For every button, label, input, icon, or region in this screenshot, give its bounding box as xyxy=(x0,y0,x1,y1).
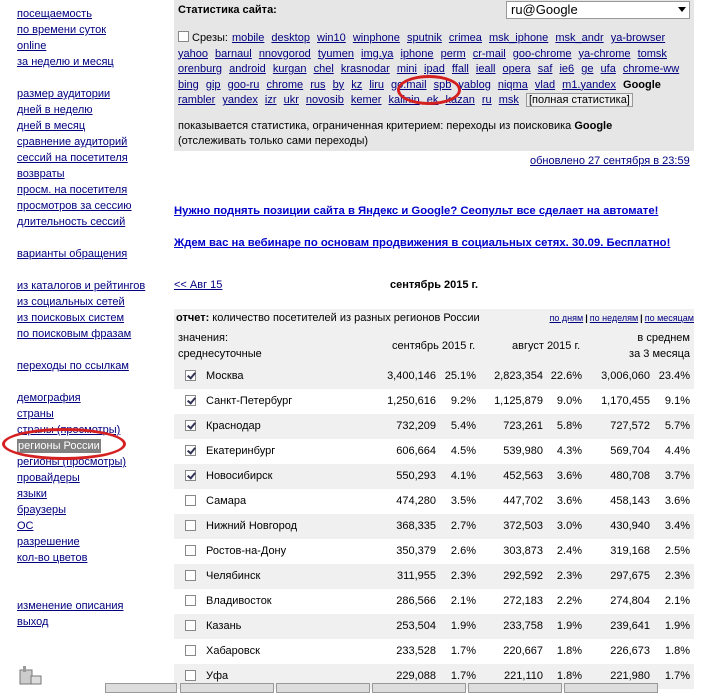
slice-link[interactable]: ru xyxy=(481,94,492,107)
cell-v3: 3,006,060 xyxy=(601,370,650,382)
cell-p1: 1.7% xyxy=(450,670,476,682)
bottom-bar-segment xyxy=(564,683,658,693)
table-row xyxy=(174,589,694,614)
cell-p2: 1.8% xyxy=(556,670,582,682)
nav-item-group2-1[interactable]: дней в неделю xyxy=(17,104,93,116)
table-row xyxy=(174,489,694,514)
cell-p3: 2.3% xyxy=(664,570,690,582)
period-links: по дням | по неделям | по месяцам xyxy=(549,313,694,323)
slice-link[interactable]: kemer xyxy=(350,94,382,107)
cell-p3: 2.1% xyxy=(664,595,690,607)
nav-item-group6-8[interactable]: ОС xyxy=(17,520,34,532)
counter-logo-icon xyxy=(17,664,43,686)
cell-v2: 447,702 xyxy=(503,495,543,507)
cell-p3: 3.4% xyxy=(664,520,690,532)
cell-p1: 4.5% xyxy=(450,445,476,457)
nav-item-group2-8[interactable]: длительность сессий xyxy=(17,216,126,228)
region-name: Новосибирск xyxy=(206,470,273,482)
region-checkbox[interactable] xyxy=(185,620,196,631)
region-checkbox[interactable] xyxy=(185,595,196,606)
nav-item-group3-0[interactable]: варианты обращения xyxy=(17,248,128,260)
cell-v2: 221,110 xyxy=(504,670,543,682)
slice-link[interactable]: yandex xyxy=(222,94,258,107)
slice-link[interactable]: mobile xyxy=(231,32,265,44)
slice-link[interactable]: spb xyxy=(433,78,452,91)
table-row xyxy=(174,364,694,389)
slice-link[interactable]: android xyxy=(229,63,266,76)
cell-p1: 2.1% xyxy=(450,595,476,607)
cell-p2: 1.8% xyxy=(556,645,582,657)
slice-link[interactable]: perm xyxy=(440,47,466,60)
slice-link[interactable]: barnaul xyxy=(215,47,252,60)
stats-panel xyxy=(174,0,694,151)
filter-note xyxy=(178,119,690,149)
cell-p1: 3.5% xyxy=(450,495,476,507)
region-name: Краснодар xyxy=(206,420,261,432)
cell-p1: 4.1% xyxy=(450,470,476,482)
column-header-august: август 2015 г. xyxy=(512,340,581,352)
report-table xyxy=(174,309,694,689)
cell-p3: 5.7% xyxy=(664,420,690,432)
nav-item-group6-10[interactable]: кол-во цветов xyxy=(17,552,88,564)
table-row xyxy=(174,514,694,539)
cell-p2: 3.0% xyxy=(556,520,582,532)
table-row xyxy=(174,414,694,439)
cell-v2: 372,503 xyxy=(503,520,543,532)
slice-link[interactable]: kz xyxy=(351,78,363,91)
nav-item-group1-1[interactable]: по времени суток xyxy=(17,24,107,36)
cell-v2: 452,563 xyxy=(503,470,543,482)
bottom-bar-segment xyxy=(372,683,466,693)
cell-p2: 2.3% xyxy=(556,570,582,582)
table-row xyxy=(174,389,694,414)
nav-item-group6-7[interactable]: браузеры xyxy=(17,504,66,516)
nav-item-group6-2[interactable]: страны (просмотры) xyxy=(17,424,121,436)
slice-link[interactable]: img.ya xyxy=(361,47,394,60)
region-checkbox[interactable] xyxy=(185,420,196,431)
table-row xyxy=(174,564,694,589)
nav-item-group1-3[interactable]: за неделю и месяц xyxy=(17,56,114,68)
region-checkbox[interactable] xyxy=(185,520,196,531)
cell-v2: 292,592 xyxy=(503,570,543,582)
cell-p3: 1.8% xyxy=(664,645,690,657)
slice-link[interactable]: kazan xyxy=(445,94,475,107)
nav-item-group2-3[interactable]: сравнение аудиторий xyxy=(17,136,128,148)
slice-link[interactable]: sputnik xyxy=(406,32,442,44)
slice-link[interactable]: liru xyxy=(369,78,384,91)
report-label: отчет: xyxy=(176,312,210,324)
slice-link[interactable]: tyumen xyxy=(317,47,354,60)
cell-v1: 732,209 xyxy=(396,420,436,432)
nav-item-group6-4[interactable]: регионы (просмотры) xyxy=(17,456,127,468)
slice-link[interactable]: ya-chrome xyxy=(578,47,631,60)
nav-item-group1-0[interactable]: посещаемость xyxy=(17,8,92,20)
cell-p2: 5.8% xyxy=(556,420,582,432)
nav-item-group6-6[interactable]: языки xyxy=(17,488,47,500)
region-name: Челябинск xyxy=(206,570,261,582)
cell-v3: 1,170,455 xyxy=(601,395,650,407)
region-name: Москва xyxy=(206,370,244,382)
filter-note-engine: Google xyxy=(574,120,613,132)
slice-link[interactable]: opera xyxy=(502,63,531,76)
slice-link[interactable]: go.mail xyxy=(391,78,427,91)
search-engine-value: ru@Google xyxy=(511,2,578,17)
cell-v1: 474,280 xyxy=(396,495,436,507)
slice-link[interactable]: Google xyxy=(623,78,661,91)
slice-link[interactable]: kurgan xyxy=(272,63,307,76)
cell-v3: 569,704 xyxy=(610,445,650,457)
slice-link[interactable]: chel xyxy=(313,63,334,76)
cell-v1: 606,664 xyxy=(396,445,436,457)
nav-item-group2-6[interactable]: просм. на посетителя xyxy=(17,184,128,196)
chevron-down-icon xyxy=(678,7,686,12)
slice-link[interactable]: goo-chrome xyxy=(512,47,572,60)
slice-link[interactable]: rus xyxy=(310,78,326,91)
cell-v1: 1,250,616 xyxy=(387,395,436,407)
cell-p2: 9.0% xyxy=(556,395,582,407)
stats-title: Статистика сайта: xyxy=(178,4,277,16)
slice-link[interactable]: ffall xyxy=(451,63,469,76)
cell-v1: 368,335 xyxy=(396,520,436,532)
slice-link[interactable]: winphone xyxy=(352,32,400,44)
cell-v3: 226,673 xyxy=(610,645,650,657)
slices-filter xyxy=(178,31,690,109)
slice-link[interactable]: ie6 xyxy=(559,63,575,76)
table-row xyxy=(174,539,694,564)
column-header-average xyxy=(614,331,690,361)
bottom-bar-segment xyxy=(468,683,562,693)
slice-link[interactable]: desktop xyxy=(271,32,310,44)
cell-v2: 233,758 xyxy=(503,620,543,632)
nav-item-group4-1[interactable]: из социальных сетей xyxy=(17,296,125,308)
region-checkbox[interactable] xyxy=(185,395,196,406)
cell-v1: 3,400,146 xyxy=(387,370,436,382)
cell-p3: 23.4% xyxy=(658,370,690,382)
cell-v1: 229,088 xyxy=(396,670,436,682)
nav-item-group6-5[interactable]: провайдеры xyxy=(17,472,80,484)
cell-p1: 1.9% xyxy=(450,620,476,632)
values-label-2: среднесуточные xyxy=(178,348,262,360)
slice-link[interactable]: ipad xyxy=(424,63,445,76)
cell-v2: 723,261 xyxy=(503,420,543,432)
slice-link[interactable]: crimea xyxy=(448,32,482,44)
cell-p3: 3.6% xyxy=(664,495,690,507)
region-checkbox[interactable] xyxy=(185,470,196,481)
current-month: сентябрь 2015 г. xyxy=(390,279,479,291)
bottom-bar-segment xyxy=(180,683,274,693)
region-name: Хабаровск xyxy=(206,645,260,657)
region-name: Санкт-Петербург xyxy=(206,395,293,407)
slice-link[interactable]: izr xyxy=(264,94,277,107)
region-checkbox[interactable] xyxy=(185,645,196,656)
slice-link[interactable]: yablog xyxy=(458,78,491,91)
slices-checkbox[interactable] xyxy=(178,31,189,42)
cell-p2: 4.3% xyxy=(556,445,582,457)
cell-p1: 2.3% xyxy=(450,570,476,582)
values-label-1: значения: xyxy=(178,332,229,344)
slice-link[interactable]: chrome-ww xyxy=(622,63,680,76)
prev-month-link[interactable]: << Авг 15 xyxy=(174,279,223,291)
cell-p2: 1.9% xyxy=(556,620,582,632)
cell-p3: 2.5% xyxy=(664,545,690,557)
filter-note-line2: (отслеживать только сами переходы) xyxy=(178,135,369,147)
cell-p1: 25.1% xyxy=(444,370,476,382)
cell-v3: 319,168 xyxy=(610,545,650,557)
slice-link[interactable]: bing xyxy=(178,78,199,91)
cell-v2: 303,873 xyxy=(503,545,543,557)
bottom-bar-segment xyxy=(105,683,177,693)
nav-item-group7-1[interactable]: выход xyxy=(17,616,49,628)
region-checkbox[interactable] xyxy=(185,495,196,506)
cell-v3: 458,143 xyxy=(610,495,650,507)
nav-item-group2-7[interactable]: просмотров за сессию xyxy=(17,200,132,212)
cell-p3: 1.9% xyxy=(664,620,690,632)
slice-link[interactable]: msk_andr xyxy=(555,32,604,44)
cell-v2: 272,183 xyxy=(503,595,543,607)
nav-item-group4-2[interactable]: из поисковых систем xyxy=(17,312,125,324)
region-name: Ростов-на-Дону xyxy=(206,545,287,557)
column-header-average-1: в среднем xyxy=(637,332,690,344)
full-stats-link[interactable]: [полная статистика] xyxy=(526,93,633,107)
cell-p3: 1.7% xyxy=(664,670,690,682)
region-checkbox[interactable] xyxy=(185,445,196,456)
slice-link[interactable]: mini xyxy=(396,63,417,76)
nav-item-group6-9[interactable]: разрешение xyxy=(17,536,80,548)
slice-link[interactable]: ya-browser xyxy=(610,32,666,44)
region-name: Екатеринбург xyxy=(206,445,276,457)
column-header-september: сентябрь 2015 г. xyxy=(392,340,476,352)
slice-link[interactable]: ek xyxy=(426,94,439,107)
updated-link[interactable]: обновлено 27 сентября в 23:59 xyxy=(530,155,690,167)
cell-v3: 297,675 xyxy=(610,570,650,582)
cell-v1: 550,293 xyxy=(396,470,436,482)
slice-link[interactable]: orenburg xyxy=(178,63,223,76)
region-checkbox[interactable] xyxy=(185,545,196,556)
slice-link[interactable]: cr-mail xyxy=(472,47,506,60)
promo-link-webinar[interactable]: Ждем вас на вебинаре по основам продвижения в социальных сетях. 30.09. Бесплатно! xyxy=(174,237,671,249)
slices-label: Срезы: xyxy=(192,32,228,44)
column-header-average-2: за 3 месяца xyxy=(629,348,690,360)
slice-link[interactable]: tomsk xyxy=(637,47,667,60)
cell-v3: 239,641 xyxy=(610,620,650,632)
promo-link-seopult[interactable]: Нужно поднять позиции сайта в Яндекс и Google? Сеопульт все сделает на автомате! xyxy=(174,205,659,217)
slice-link[interactable]: iphone xyxy=(400,47,434,60)
cell-v1: 233,528 xyxy=(396,645,436,657)
filter-note-text: показывается статистика, ограниченная критерием: переходы из поисковика xyxy=(178,120,575,132)
region-name: Нижний Новгород xyxy=(206,520,298,532)
slice-link[interactable]: novosib xyxy=(305,94,344,107)
cell-v2: 1,125,879 xyxy=(494,395,543,407)
cell-p2: 2.2% xyxy=(556,595,582,607)
cell-v3: 221,980 xyxy=(610,670,650,682)
search-engine-select[interactable] xyxy=(506,1,690,19)
cell-p2: 2.4% xyxy=(556,545,582,557)
slice-link[interactable]: ieall xyxy=(475,63,496,76)
nav-item-group2-4[interactable]: сессий на посетителя xyxy=(17,152,128,164)
slice-link[interactable]: kalinin xyxy=(388,94,420,107)
cell-v3: 430,940 xyxy=(610,520,650,532)
slice-link[interactable]: msk_iphone xyxy=(488,32,549,44)
cell-v1: 311,955 xyxy=(397,570,436,582)
slice-link[interactable]: rambler xyxy=(178,94,216,107)
period-link-weeks[interactable]: по неделям xyxy=(589,313,639,323)
nav-item-group6-3[interactable]: регионы России xyxy=(18,440,100,452)
cell-p3: 9.1% xyxy=(664,395,690,407)
slice-link[interactable]: by xyxy=(332,78,345,91)
cell-v2: 2,823,354 xyxy=(494,370,543,382)
region-name: Самара xyxy=(206,495,247,507)
cell-v3: 727,572 xyxy=(610,420,650,432)
cell-p2: 3.6% xyxy=(556,495,582,507)
cell-v3: 480,708 xyxy=(610,470,650,482)
cell-p2: 22.6% xyxy=(550,370,582,382)
report-description: количество посетителей из разных регионов России xyxy=(209,312,480,324)
slice-link[interactable]: gip xyxy=(205,78,221,91)
cell-v1: 350,379 xyxy=(396,545,436,557)
period-link-days[interactable]: по дням xyxy=(549,313,584,323)
nav-item-group2-0[interactable]: размер аудитории xyxy=(17,88,111,100)
slice-link[interactable]: yahoo xyxy=(178,47,208,60)
region-checkbox[interactable] xyxy=(185,670,196,681)
region-name: Владивосток xyxy=(206,595,272,607)
left-navigation xyxy=(0,0,165,689)
slice-link[interactable]: ukr xyxy=(283,94,299,107)
cell-p1: 1.7% xyxy=(450,645,476,657)
cell-v3: 274,804 xyxy=(610,595,650,607)
nav-item-group1-2[interactable]: online xyxy=(17,40,47,52)
cell-p1: 2.6% xyxy=(450,545,476,557)
region-checkbox[interactable] xyxy=(185,370,196,381)
nav-item-group5-0[interactable]: переходы по ссылкам xyxy=(17,360,129,372)
slice-link[interactable]: msk xyxy=(498,94,519,107)
slice-link[interactable]: goo-ru xyxy=(227,78,260,91)
cell-v2: 220,667 xyxy=(503,645,543,657)
table-row xyxy=(174,439,694,464)
region-name: Казань xyxy=(206,620,242,632)
slice-link[interactable]: win10 xyxy=(317,32,346,44)
report-caption xyxy=(176,312,480,324)
cell-v1: 286,566 xyxy=(396,595,436,607)
cell-p1: 9.2% xyxy=(450,395,476,407)
slice-link[interactable]: chrome xyxy=(266,78,304,91)
slice-link[interactable]: ufa xyxy=(600,63,616,76)
cell-p3: 4.4% xyxy=(664,445,690,457)
slice-link[interactable]: m1.yandex xyxy=(562,78,616,91)
nav-item-group2-2[interactable]: дней в месяц xyxy=(17,120,86,132)
cell-p3: 3.7% xyxy=(664,470,690,482)
table-row xyxy=(174,614,694,639)
slice-link[interactable]: ge xyxy=(581,63,594,76)
table-row xyxy=(174,464,694,489)
nav-item-group4-0[interactable]: из каталогов и рейтингов xyxy=(17,280,146,292)
period-link-months[interactable]: по месяцам xyxy=(644,313,694,323)
cell-v1: 253,504 xyxy=(396,620,436,632)
bottom-bar-segment xyxy=(276,683,370,693)
slice-link[interactable]: niqma xyxy=(497,78,528,91)
nav-item-group4-3[interactable]: по поисковым фразам xyxy=(17,328,132,340)
nav-item-group6-0[interactable]: демография xyxy=(17,392,81,404)
cell-p1: 2.7% xyxy=(450,520,476,532)
slice-link[interactable]: nnovgorod xyxy=(258,47,311,60)
slice-link[interactable]: krasnodar xyxy=(340,63,390,76)
cell-p2: 3.6% xyxy=(556,470,582,482)
region-name: Уфа xyxy=(206,670,229,682)
cell-p1: 5.4% xyxy=(450,420,476,432)
cell-v2: 539,980 xyxy=(503,445,543,457)
slice-link[interactable]: saf xyxy=(537,63,553,76)
values-label xyxy=(178,331,262,361)
slice-link[interactable]: vlad xyxy=(534,78,556,91)
nav-item-group6-1[interactable]: страны xyxy=(17,408,54,420)
nav-item-group7-0[interactable]: изменение описания xyxy=(17,600,124,612)
table-row xyxy=(174,639,694,664)
region-checkbox[interactable] xyxy=(185,570,196,581)
nav-item-group2-5[interactable]: возвраты xyxy=(17,168,65,180)
